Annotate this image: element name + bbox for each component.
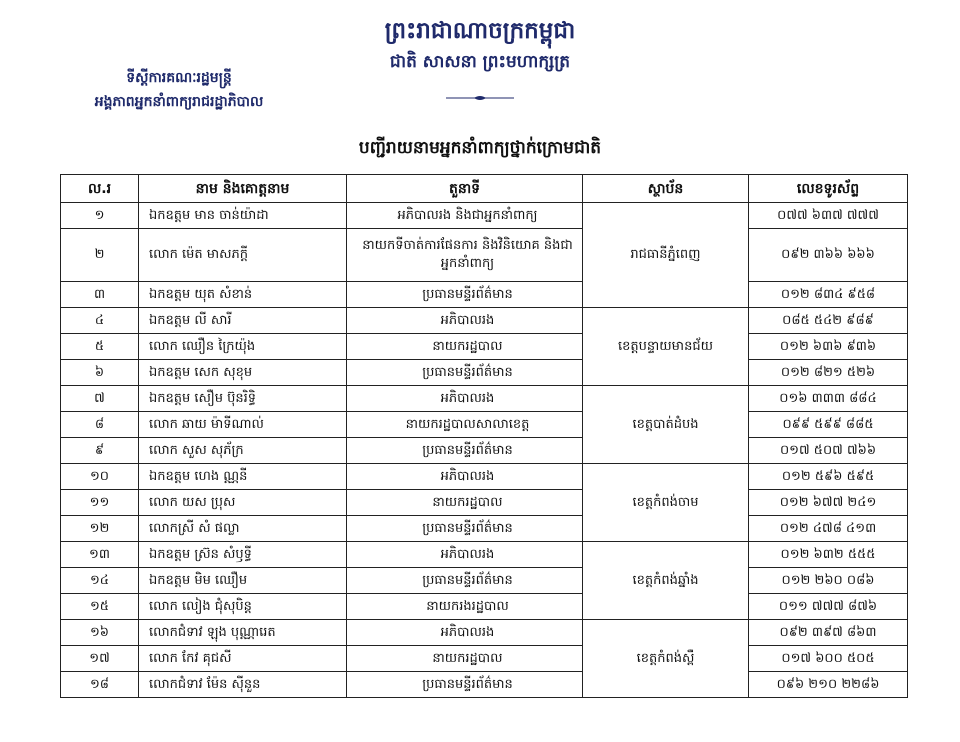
table-row (61, 672, 908, 698)
person-name: ឯកឧត្តម លី សារី (139, 308, 347, 334)
institution-cell: ខេត្តកំពង់ឆ្នាំង (583, 542, 749, 620)
person-name: ឯកឧត្តម មាន ចាន់យ៉ាដា (139, 203, 347, 229)
person-role: ប្រធានមន្ទីរព័ត៌មាន (347, 516, 583, 542)
row-number: ៧ (61, 386, 139, 412)
person-name: លោកជំទាវ ឡុង បុណ្ណារេត (139, 620, 347, 646)
table-row (61, 568, 908, 594)
person-role: អភិបាលរង (347, 308, 583, 334)
person-role: ប្រធានមន្ទីរព័ត៌មាន (347, 282, 583, 308)
person-role: នាយករដ្ឋបាល (347, 646, 583, 672)
person-name: លោក យស ប្រុស (139, 490, 347, 516)
phone-number: ០១២ ៨៣៤ ៩៥៨ (749, 282, 908, 308)
row-number: ១២ (61, 516, 139, 542)
row-number: ១៣ (61, 542, 139, 568)
person-role: អភិបាលរង (347, 620, 583, 646)
person-role: ប្រធានមន្ទីរព័ត៌មាន (347, 438, 583, 464)
phone-number: ០១២ ៦៣៦ ៩៣៦ (749, 334, 908, 360)
person-role: ប្រធានមន្ទីរព័ត៌មាន (347, 672, 583, 698)
document-title: បញ្ជីរាយនាមអ្នកនាំពាក្យថ្នាក់ក្រោមជាតិ (358, 138, 602, 158)
row-number: ៦ (61, 360, 139, 386)
table-row (61, 594, 908, 620)
table-row (61, 386, 908, 412)
phone-number: ០១២ ៦៧៧ ២៤១ (749, 490, 908, 516)
table-row (61, 620, 908, 646)
row-number: ៥ (61, 334, 139, 360)
person-name: លោកស្រី សំ ផល្លា (139, 516, 347, 542)
person-name: លោក សួស សុភ័ក្រ (139, 438, 347, 464)
table-row (61, 308, 908, 334)
person-name: លោក កែវ គុជសី (139, 646, 347, 672)
person-role: នាយកទីចាត់ការផែនការ និងវិនិយោគ និងជាអ្នកនាំពាក្យ (347, 229, 583, 282)
ministry-name: ទីស្តីការគណៈរដ្ឋមន្ត្រី (126, 70, 232, 86)
person-role: នាយករងរដ្ឋបាល (347, 594, 583, 620)
person-role: នាយករដ្ឋបាល (347, 490, 583, 516)
row-number: ៤ (61, 308, 139, 334)
unit-name: អង្គភាពអ្នកនាំពាក្យរាជរដ្ឋាភិបាល (94, 94, 264, 110)
institution-cell: ខេត្តបាត់ដំបង (583, 386, 749, 464)
table-row (61, 334, 908, 360)
row-number: ៩ (61, 438, 139, 464)
phone-number: ០១២ ៥៩៦ ៥៩៥ (749, 464, 908, 490)
person-name: ឯកឧត្តម ស្រ៊ន សំឫទ្ធី (139, 542, 347, 568)
header-role: តួនាទី (347, 175, 583, 203)
kingdom-heading: ព្រះរាជាណាចក្រកម្ពុជា (384, 17, 576, 44)
table-header-row (61, 175, 908, 203)
person-role: ប្រធានមន្ទីរព័ត៌មាន (347, 360, 583, 386)
person-name: លោក ម៉េត មាសភក្តី (139, 229, 347, 282)
person-name: លោក ឆាយ ម៉ាទីណាល់ (139, 412, 347, 438)
row-number: ១ (61, 203, 139, 229)
phone-number: ០៩៩ ៥៩៩ ៨៨៥ (749, 412, 908, 438)
phone-number: ០៩២ ៣៦៦ ៦៦៦ (749, 229, 908, 282)
row-number: ៣ (61, 282, 139, 308)
phone-number: ០១២ ៤៧៨ ៤១៣ (749, 516, 908, 542)
person-name: លោក ឈឿន ក្រៃយ៉ុង (139, 334, 347, 360)
phone-number: ០១២ ៦៣២ ៥៥៥ (749, 542, 908, 568)
header-name: នាម និងគោត្តនាម (139, 175, 347, 203)
person-role: អភិបាលរង (347, 464, 583, 490)
phone-number: ០៩២ ៣៩៧ ៨៦៣ (749, 620, 908, 646)
phone-number: ០១៦ ៣៣៣ ៨៨៤ (749, 386, 908, 412)
person-role: នាយករដ្ឋបាល (347, 334, 583, 360)
national-motto: ជាតិ សាសនា ព្រះមហាក្សត្រ (389, 52, 571, 72)
table-row (61, 516, 908, 542)
phone-number: ០៧៧ ៦៣៧ ៧៧៧ (749, 203, 908, 229)
table-row (61, 490, 908, 516)
table-row (61, 360, 908, 386)
row-number: ១១ (61, 490, 139, 516)
institution-cell: ខេត្តកំពង់ស្ពឺ (583, 620, 749, 698)
phone-number: ០១២ ៨២១ ៥២៦ (749, 360, 908, 386)
institution-cell: ខេត្តកំពង់ចាម (583, 464, 749, 542)
table-row (61, 412, 908, 438)
person-name: ឯកឧត្តម មិម ឈឿម (139, 568, 347, 594)
table-row (61, 542, 908, 568)
table-row (61, 464, 908, 490)
phone-number: ០៩៦ ២១០ ២២៨៦ (749, 672, 908, 698)
person-role: អភិបាលរង (347, 386, 583, 412)
institution-cell: រាជធានីភ្នំពេញ (583, 203, 749, 308)
ornament-divider-icon (444, 94, 516, 102)
table-row (61, 282, 908, 308)
table-row (61, 229, 908, 282)
person-name: ឯកឧត្តម សេក សុខុម (139, 360, 347, 386)
person-name: លោកជំទាវ ម៉ែន ស៊ីនួន (139, 672, 347, 698)
row-number: ២ (61, 229, 139, 282)
spokesperson-table (60, 174, 908, 698)
row-number: ១០ (61, 464, 139, 490)
person-role: នាយករដ្ឋបាលសាលាខេត្ត (347, 412, 583, 438)
table-body (61, 203, 908, 698)
table-row (61, 438, 908, 464)
person-role: អភិបាលរង (347, 542, 583, 568)
row-number: ១៧ (61, 646, 139, 672)
table-row (61, 203, 908, 229)
phone-number: ០៨៥ ៥៤២ ៩៨៩ (749, 308, 908, 334)
ministry-block (44, 66, 314, 114)
person-name: លោក លៀង ជុំសុបិន្ត (139, 594, 347, 620)
phone-number: ០១២ ២៦០ ០៨៦ (749, 568, 908, 594)
phone-number: ០១១ ៧៧៧ ៨៧៦ (749, 594, 908, 620)
institution-cell: ខេត្តបន្ទាយមានជ័យ (583, 308, 749, 386)
phone-number: ០១៧ ៥០៧ ៧៦៦ (749, 438, 908, 464)
row-number: ១៥ (61, 594, 139, 620)
header-number: ល.រ (61, 175, 139, 203)
person-role: ប្រធានមន្ទីរព័ត៌មាន (347, 568, 583, 594)
phone-number: ០១៧ ៦០០ ៥០៥ (749, 646, 908, 672)
row-number: ១៨ (61, 672, 139, 698)
person-name: ឯកឧត្តម សឿម ប៊ុនរិទ្ធិ (139, 386, 347, 412)
row-number: ១៦ (61, 620, 139, 646)
header-phone: លេខទូរស័ព្ទ (749, 175, 908, 203)
person-name: ឯកឧត្តម យុត សំខាន់ (139, 282, 347, 308)
table-row (61, 646, 908, 672)
header-institution: ស្ថាប័ន (583, 175, 749, 203)
row-number: ១៤ (61, 568, 139, 594)
person-name: ឯកឧត្តម ហេង ណ្ណនី (139, 464, 347, 490)
person-role: អភិបាលរង និងជាអ្នកនាំពាក្យ (347, 203, 583, 229)
row-number: ៨ (61, 412, 139, 438)
